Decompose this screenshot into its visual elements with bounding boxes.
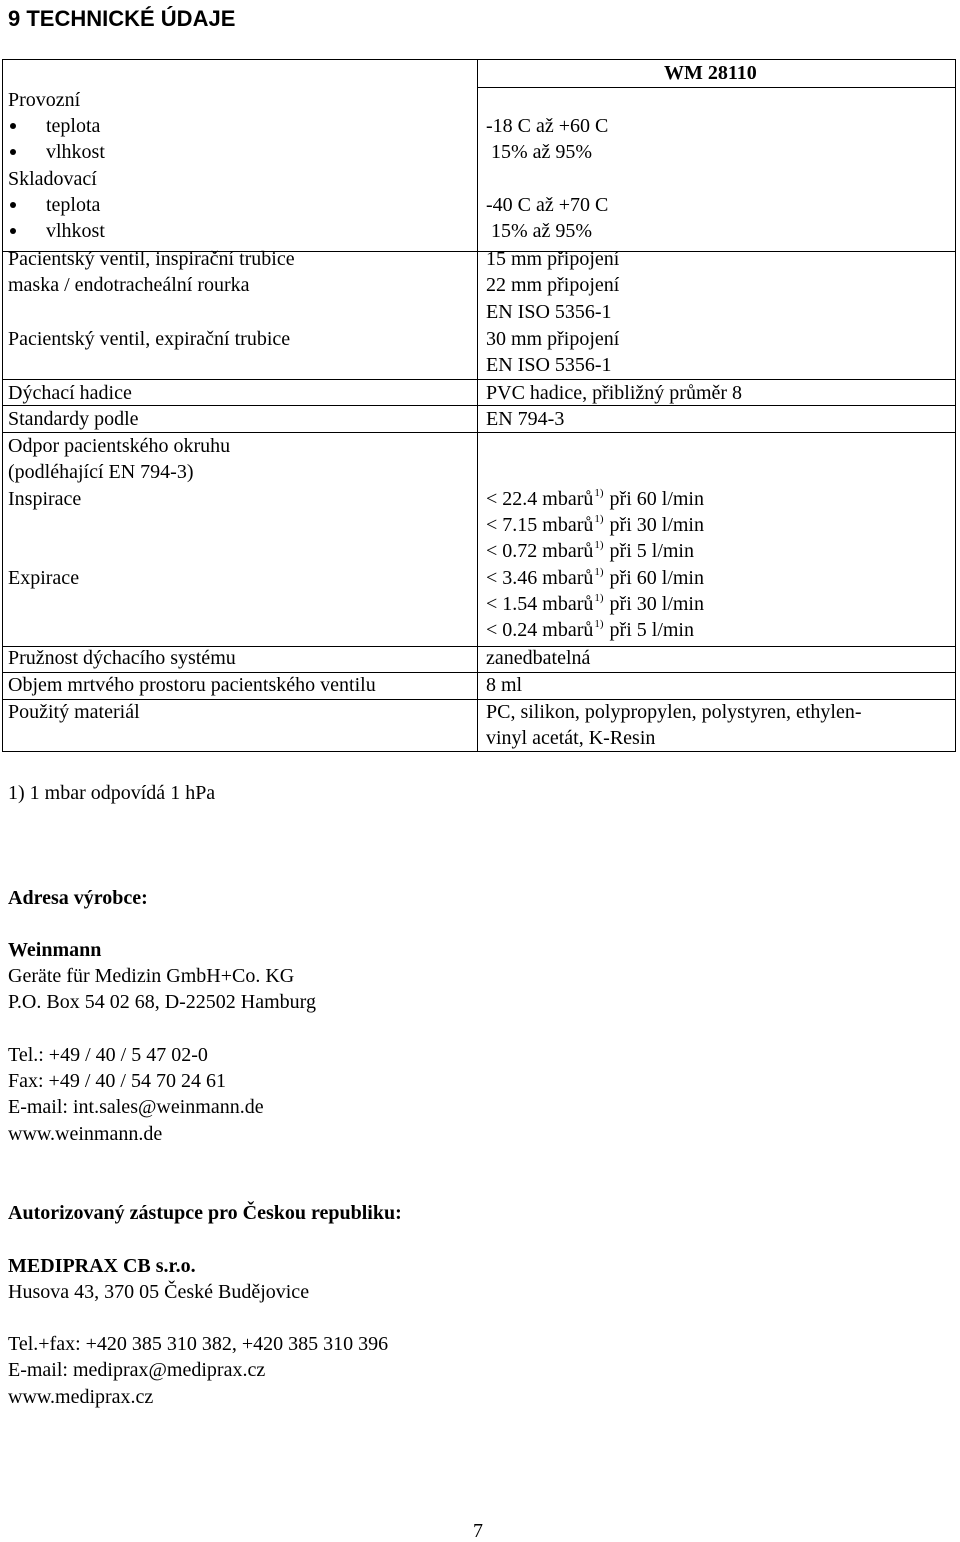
standards-label: Standardy podle — [8, 408, 139, 430]
footnote: 1) 1 mbar odpovídá 1 hPa — [8, 782, 216, 804]
bullet-icon — [10, 228, 16, 234]
operating-humidity-value: 15% až 95% — [491, 141, 593, 163]
resistance-flow: při 5 l/min — [609, 540, 694, 562]
manufacturer-name: Weinmann — [8, 939, 102, 961]
section-title: 9 TECHNICKÉ ÚDAJE — [8, 6, 236, 31]
inspirace-label: Inspirace — [8, 488, 82, 510]
compliance-label: Pružnost dýchacího systému — [8, 647, 236, 669]
inspiration-value-line1: 15 mm připojení — [486, 248, 620, 270]
manufacturer-heading: Adresa výrobce: — [8, 887, 148, 909]
representative-name: MEDIPRAX CB s.r.o. — [8, 1255, 196, 1277]
representative-heading: Autorizovaný zástupce pro Českou republiku: — [8, 1202, 402, 1224]
resistance-value: < 22.4 mbarů — [486, 488, 594, 510]
table-header-rule — [477, 87, 955, 88]
operating-humidity-label: vlhkost — [46, 141, 105, 163]
footnote-marker: 1) — [594, 566, 604, 578]
bullet-icon — [10, 123, 16, 129]
manufacturer-tel: Tel.: +49 / 40 / 5 47 02-0 — [8, 1044, 208, 1066]
footnote-marker: 1) — [594, 513, 604, 525]
inspiration-value-line3: EN ISO 5356-1 — [486, 301, 612, 323]
expirace-value-row — [486, 617, 694, 646]
resistance-value: < 7.15 mbarů — [486, 514, 594, 536]
footnote-marker: 1) — [594, 539, 604, 551]
manufacturer-company: Geräte für Medizin GmbH+Co. KG — [8, 965, 295, 987]
expiration-value-line2: EN ISO 5356-1 — [486, 354, 612, 376]
representative-telfax: Tel.+fax: +420 385 310 382, +420 385 310 396 — [8, 1333, 389, 1355]
resistance-flow: při 5 l/min — [609, 619, 694, 641]
table-rule — [3, 405, 955, 406]
expirace-value-row — [486, 591, 704, 620]
storage-temp-value: -40 C až +70 C — [486, 194, 609, 216]
table-column-divider-upper — [477, 88, 478, 433]
resistance-flow: při 30 l/min — [609, 593, 704, 615]
storage-temp-label: teplota — [46, 194, 101, 216]
storage-humidity-label: vlhkost — [46, 220, 105, 242]
manufacturer-email[interactable]: E-mail: int.sales@weinmann.de — [8, 1096, 264, 1118]
dead-space-value: 8 ml — [486, 674, 523, 696]
hose-label: Dýchací hadice — [8, 382, 132, 404]
bullet-icon — [10, 202, 16, 208]
resistance-value: < 3.46 mbarů — [486, 567, 594, 589]
table-rule — [3, 379, 955, 380]
bullet-icon — [10, 149, 16, 155]
expiration-label: Pacientský ventil, expirační trubice — [8, 328, 291, 350]
inspirace-value-row — [486, 512, 704, 541]
resistance-label-line2: (podléhající EN 794-3) — [8, 461, 194, 483]
manufacturer-website[interactable]: www.weinmann.de — [8, 1123, 163, 1145]
manufacturer-fax: Fax: +49 / 40 / 54 70 24 61 — [8, 1070, 226, 1092]
operating-label: Provozní — [8, 89, 81, 111]
manufacturer-address: P.O. Box 54 02 68, D-22502 Hamburg — [8, 991, 316, 1013]
page-number: 7 — [473, 1520, 483, 1542]
table-header-divider — [477, 60, 478, 88]
table-column-divider-lower — [477, 432, 478, 752]
expiration-value-line1: 30 mm připojení — [486, 328, 620, 350]
storage-humidity-value: 15% až 95% — [491, 220, 593, 242]
expirace-label: Expirace — [8, 567, 80, 589]
representative-website[interactable]: www.mediprax.cz — [8, 1386, 154, 1408]
resistance-value: < 0.72 mbarů — [486, 540, 594, 562]
model-header: WM 28110 — [664, 62, 757, 84]
inspirace-value-row — [486, 538, 694, 567]
resistance-value: < 0.24 mbarů — [486, 619, 594, 641]
inspiration-value-line2: 22 mm připojení — [486, 274, 620, 296]
footnote-marker: 1) — [594, 592, 604, 604]
resistance-label-line1: Odpor pacientského okruhu — [8, 435, 231, 457]
hose-value: PVC hadice, přibližný průměr 8 — [486, 382, 743, 404]
footnote-marker: 1) — [594, 487, 604, 499]
resistance-value: < 1.54 mbarů — [486, 593, 594, 615]
material-label: Použitý materiál — [8, 701, 140, 723]
compliance-value: zanedbatelná — [486, 647, 591, 669]
standards-value: EN 794-3 — [486, 408, 565, 430]
representative-address: Husova 43, 370 05 České Budějovice — [8, 1281, 310, 1303]
operating-temp-value: -18 C až +60 C — [486, 115, 609, 137]
expirace-value-row — [486, 565, 704, 594]
operating-temp-label: teplota — [46, 115, 101, 137]
dead-space-label: Objem mrtvého prostoru pacientského ventilu — [8, 674, 376, 696]
storage-label: Skladovací — [8, 168, 97, 190]
inspiration-label-line2: maska / endotracheální rourka — [8, 274, 250, 296]
material-value-line1: PC, silikon, polypropylen, polystyren, ethylen- — [486, 701, 862, 723]
representative-email[interactable]: E-mail: mediprax@mediprax.cz — [8, 1359, 266, 1381]
resistance-flow: při 60 l/min — [609, 567, 704, 589]
material-value-line2: vinyl acetát, K-Resin — [486, 727, 656, 749]
resistance-flow: při 30 l/min — [609, 514, 704, 536]
resistance-flow: při 60 l/min — [609, 488, 704, 510]
inspirace-value-row — [486, 486, 704, 515]
inspiration-label-line1: Pacientský ventil, inspirační trubice — [8, 248, 295, 270]
footnote-marker: 1) — [594, 618, 604, 630]
